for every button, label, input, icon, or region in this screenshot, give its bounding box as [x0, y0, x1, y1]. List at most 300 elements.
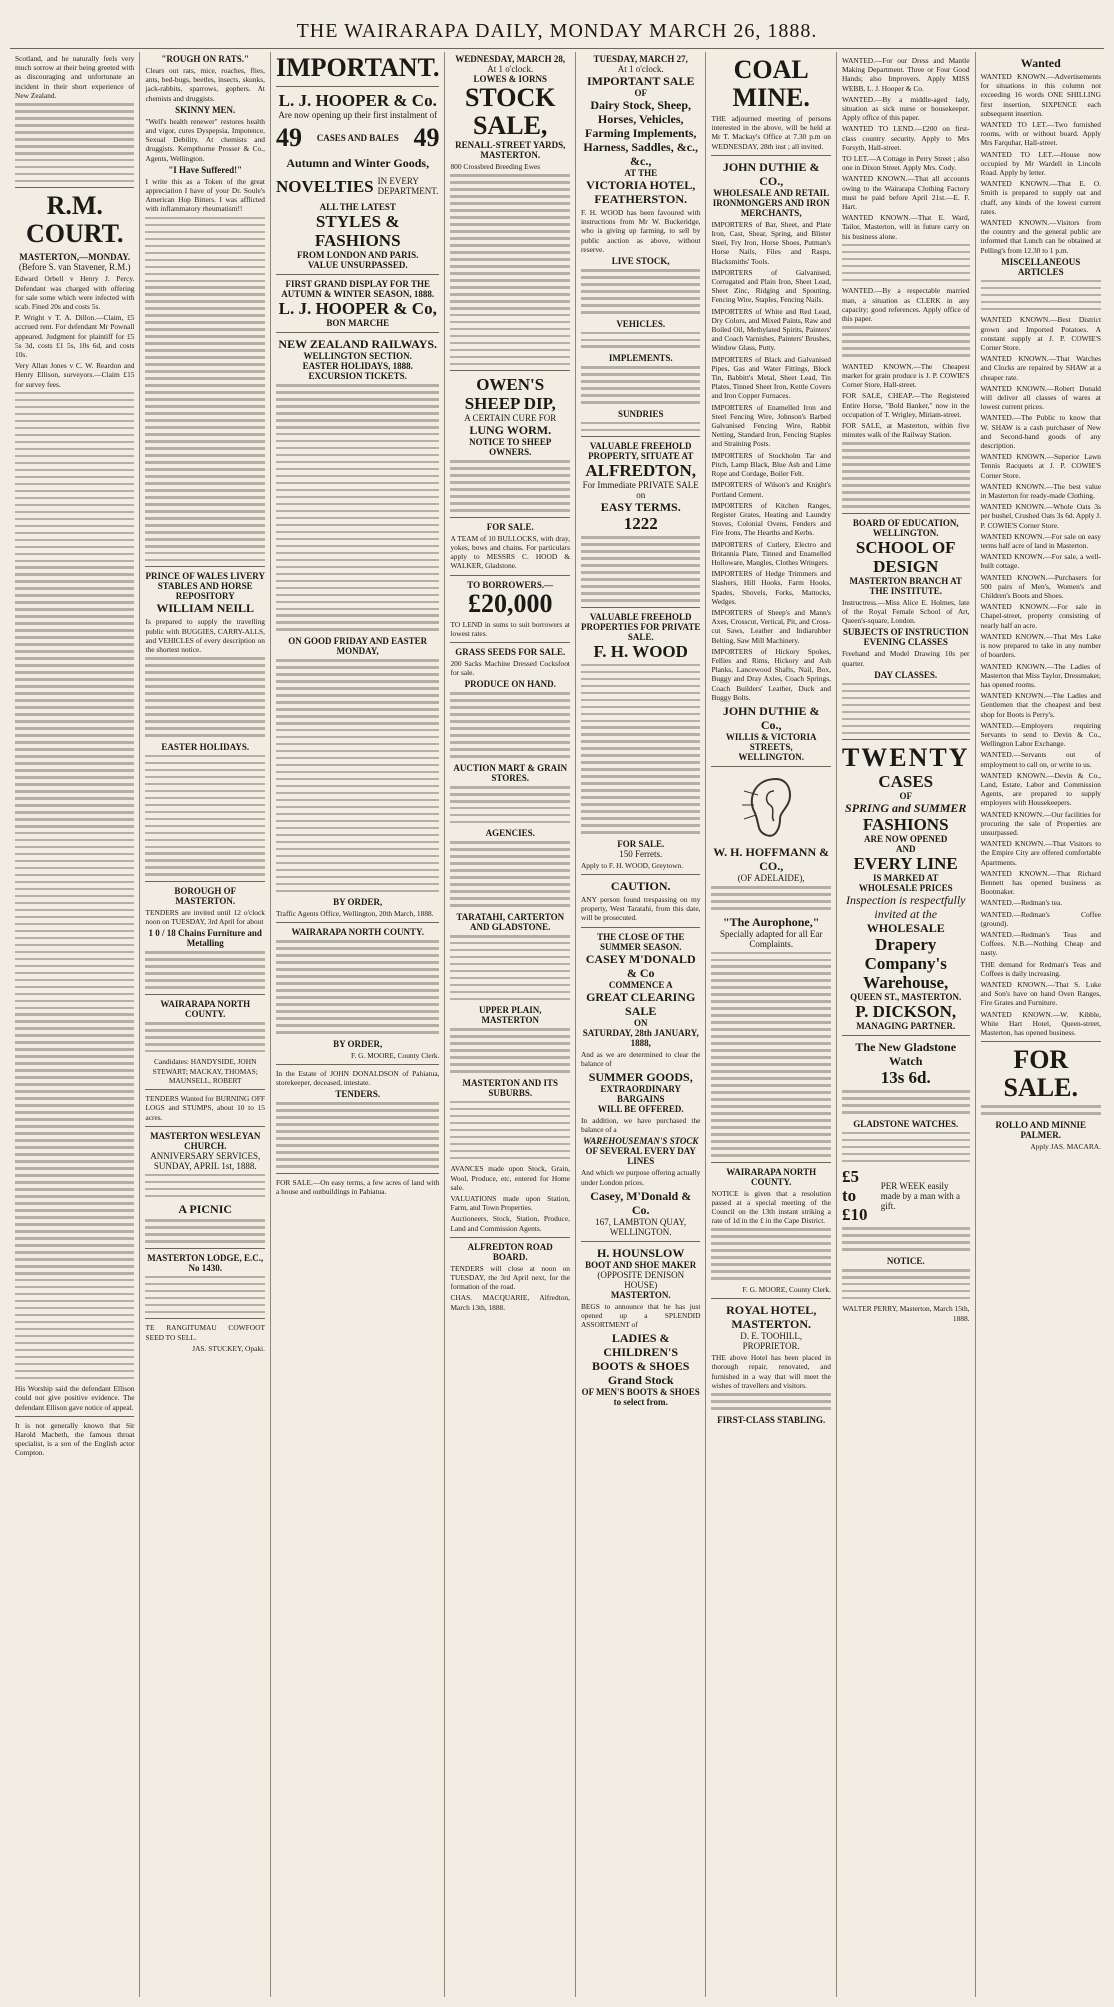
to-let-cottage: TO LET.—A Cottage in Perry Street ; also one in Dixon Street. Apply Mrs. Cody. — [841, 154, 970, 173]
stock-sale-agents: LOWES & IORNS — [473, 74, 547, 84]
for-sale-heading: FOR SALE. — [1003, 1045, 1078, 1103]
wanted-clerk: WANTED.—By a respectable married man, a situation as CLERK in any capacity; good references. Apply office of this paper. — [841, 286, 970, 323]
text-block — [276, 384, 440, 631]
wanted-24: WANTED KNOWN.—That Visitors to the Empire City are offered comfortable Apartments. — [980, 839, 1101, 867]
dairy-stock: Dairy Stock, Sheep, Horses, Vehicles, Farming Implements, Harness, Saddles, &c., &c., — [583, 98, 699, 168]
wanted-29: THE demand for Redman's Teas and Coffees is daily increasing. — [980, 959, 1101, 978]
wanted-13: WANTED KNOWN.—For sale on easy terms half acre of land in Masterton. — [980, 531, 1101, 551]
suburbs-heading: MASTERTON AND ITS SUBURBS. — [462, 1077, 558, 1098]
text-block — [145, 657, 264, 736]
text-block — [450, 786, 569, 824]
tenders-heading: TENDERS. — [335, 1089, 381, 1100]
of-label-2: OF — [899, 791, 912, 802]
cases-row — [276, 124, 440, 152]
toohill: D. E. TOOHILL, PROPRIETOR. — [740, 1331, 803, 1352]
autumn-winter: Autumn and Winter Goods, — [286, 156, 430, 170]
seed-advert: TE RANGITUMAU COWFOOT SEED TO SELL. — [145, 1323, 265, 1342]
wanted-22: WANTED KNOWN.—Devin & Co., Land, Estate, Labor and Commission Agents, are prepared to supply employers with Housekeepers. — [980, 770, 1101, 808]
rm-court-before: (Before S. van Stavener, R.M.) — [18, 262, 131, 273]
pound-range: £5 to £10 — [841, 1167, 868, 1225]
value-unsurpassed: VALUE UNSURPASSED. — [307, 260, 408, 270]
borough-tenders: TENDERS are invited until 12 o'clock noon on TUESDAY, 3rd April for about — [145, 908, 265, 927]
borrow-amount: £20,000 — [467, 588, 553, 618]
masthead-title: THE WAIRARAPA DAILY, MONDAY MARCH 26, 1888. — [296, 19, 818, 42]
wanted-30: WANTED KNOWN.—That S. Luke and Son's have on hand Oven Ranges, Fire Grates and Furniture. — [980, 980, 1101, 1008]
hounslow: H. HOUNSLOW — [597, 1245, 685, 1260]
wanted-31: WANTED KNOWN.—W. Kibble, White Hart Hotel, Queen-street, Masterton, has opened business. — [980, 1009, 1101, 1038]
freehand: Freehand and Model Drawing 10s per quarter. — [841, 649, 970, 668]
novelties-sub: IN EVERY DEPARTMENT. — [377, 176, 439, 196]
fh-wood: F. H. WOOD — [593, 641, 688, 661]
auctioneers-text: Auctioneers, Stock, Station, Produce, Land and Commission Agents. — [450, 1214, 570, 1233]
wanted-2: WANTED TO LET.—Two furnished rooms, with or without board. Apply Mrs Farquhar, Hall-street. — [980, 120, 1101, 148]
text-block — [842, 1090, 970, 1114]
livery-stables-heading: PRINCE OF WALES LIVERY STABLES AND HORSE REPOSITORY — [145, 571, 265, 602]
borrowers-heading: TO BORROWERS.— — [467, 579, 554, 590]
wholesale-prices: WHOLESALE PRICES — [858, 883, 953, 894]
royal-text: THE above Hotel has been placed in thorough repair, renovated, and furnished in a way that will meet the wishes of travellers and visitors. — [711, 1353, 831, 1390]
watch-price: 13s 6d. — [880, 1068, 931, 1088]
rm-court-sub: MASTERTON,—MONDAY. — [19, 252, 131, 263]
importers-12: IMPORTERS of Hickory Spokes, Fellies and Rims, Hickory and Ash Planks, Lancewood Shafts, Nail, Box, Buggy and Dray Axles, Coach Springs, Coach Builders' Leather, Duck and Buggy Bolts. — [711, 646, 831, 702]
important-sale: IMPORTANT SALE — [586, 74, 695, 88]
gossip-note: It is not generally known that Sir Harold Macbeth, the famous throat specialist, is a son of the English actor Compton. — [15, 1420, 135, 1458]
wanted-26: WANTED.—Redman's tea. — [980, 898, 1063, 908]
at-the: AT THE — [624, 168, 658, 178]
wanted-7: WANTED KNOWN.—That Watches and Clocks are repaired by SHAW at a cheaper rate. — [980, 354, 1101, 382]
county-heading-2: WAIRARAPA NORTH COUNTY. — [726, 1166, 817, 1187]
county-clerk: F. G. MOORE, County Clerk. — [350, 1050, 440, 1060]
accounts-notice: WANTED KNOWN.—That all accounts owing to the Wairarapa Clothing Factory must be paid before April 21st.—E. F. Hart. — [841, 174, 970, 212]
alfredton-clerk: CHAS. MACQUARIE, Alfredton, March 13th, 1888. — [450, 1293, 570, 1312]
misc-articles: MISCELLANEOUS ARTICLES — [1001, 256, 1081, 277]
county-candidates: Candidates: HANDYSIDE, JOHN STEWART; MACKAY, THOMAS; MAUNSELL, ROBERT — [152, 1057, 258, 1085]
wanted-6: WANTED KNOWN.—Best District grown and Imported Potatoes. A constant supply at J. P. COWIE'S Corner Store. — [980, 315, 1101, 352]
caution-text: ANY person found trespassing on my property, West Taratahi, from this date, will be prosecuted. — [580, 895, 701, 923]
coal-mine-heading: COAL MINE. — [732, 55, 810, 112]
skinny-men-heading: SKINNY MEN. — [175, 104, 236, 115]
wanted-lend: WANTED TO LEND.—£200 on first-class country security. Apply to Mrs Forsyth, Hall-street. — [841, 124, 970, 152]
alfredton-board: ALFREDTON ROAD BOARD. — [467, 1241, 553, 1262]
court-case-1: Edward Orbell v Henry J. Percy. Defendant was charged with offering for sale some which were infected with scab. Fined 20s and costs 5s. — [15, 274, 135, 312]
wanted-heading: Wanted — [1020, 56, 1061, 70]
wanted-20: WANTED.—Employers requiring Servants to send to Devin & Co., Wellington Labor Exchange. — [980, 720, 1101, 749]
wanted-nurse: WANTED.—By a middle-aged lady, situation as sick nurse or housekeeper. Apply office of this paper. — [841, 94, 970, 123]
clearing-sale: GREAT CLEARING SALE — [586, 989, 696, 1018]
column-2 — [140, 52, 270, 1997]
importers-6: IMPORTERS of Stockholm Tar and Pitch, Lamp Black, Blue Ash and Lime Rope and Cordage, Boiler Felt. — [711, 450, 831, 479]
hoffmann-heading: W. H. HOFFMANN & CO., — [713, 844, 830, 873]
grass-seeds-heading: GRASS SEEDS FOR SALE. — [455, 647, 566, 658]
commence: COMMENCE A — [608, 979, 673, 990]
furniture-metalling: 1 0 / 18 Chains Furniture and Metalling — [148, 928, 262, 949]
upper-plain-heading: UPPER PLAIN, MASTERTON — [478, 1005, 542, 1026]
ferrets-apply: Apply to F. H. WOOD, Greytown. — [580, 860, 684, 870]
owen-sub: A CERTAIN CURE FOR — [464, 413, 557, 424]
per-week-row — [842, 1167, 970, 1224]
valuable-property: VALUABLE FREEHOLD PROPERTY, SITUATE AT — [588, 441, 694, 462]
wanted-16: WANTED KNOWN.—For sale in Chapel-street, property consisting of nearly half an acre. — [980, 602, 1101, 630]
auction-mart: AUCTION MART & GRAIN STORES. — [453, 762, 568, 783]
rough-on-rats-text: Clears out rats, mice, roaches, flies, ants, bed-bugs, beetles, insects, skunks, jack-rabbits, sparrows, gophers. At chemists and druggists. — [145, 66, 265, 103]
anniversary-services: ANNIVERSARY SERVICES, SUNDAY, APRIL 1st, 1888. — [150, 1150, 261, 1171]
cases: CASES — [878, 772, 934, 792]
text-block — [842, 326, 970, 357]
summer-goods: SUMMER GOODS, — [588, 1070, 693, 1085]
drapery-company: Drapery Company's Warehouse, — [863, 935, 949, 993]
sale-saturday: SATURDAY, 28th JANUARY, 1888, — [582, 1027, 699, 1048]
ladies-children: LADIES & CHILDREN'S — [603, 1331, 679, 1360]
rough-on-rats-heading: "ROUGH ON RATS." — [161, 54, 250, 64]
text-block — [145, 1219, 264, 1243]
acres-figure: 1222 — [623, 514, 658, 534]
warehouse-stock: WAREHOUSEMAN'S STOCK — [582, 1136, 699, 1147]
forsale-horse: FOR SALE, CHEAP.—The Registered Entire Horse, "Bold Banker," now in the occupation of T. Wrigley, Miriam-street. — [841, 391, 970, 419]
railways-easter: EASTER HOLIDAYS, 1888. — [302, 361, 413, 371]
summer-season: THE CLOSE OF THE SUMMER SEASON. — [597, 931, 685, 952]
text-block — [981, 280, 1101, 311]
county-heading: WAIRARAPA NORTH COUNTY. — [160, 998, 251, 1019]
hooper-name: L. J. HOOPER & Co. — [278, 91, 437, 110]
text-block — [450, 1028, 569, 1073]
rollo-palmer: ROLLO AND MINNIE PALMER. — [995, 1119, 1087, 1140]
cheapest-market: WANTED KNOWN.—The Cheapest market for grain produce is J. P. COWIE'S Corner Store, Hall-street. — [841, 361, 970, 390]
owen-lung: LUNG WORM. — [469, 423, 552, 438]
hounslow-masterton: MASTERTON. — [610, 1289, 671, 1300]
text-block — [711, 1228, 830, 1279]
column-7 — [837, 52, 976, 1997]
victoria-hotel: VICTORIA HOTEL, FEATHERSTON. — [586, 178, 696, 206]
novelties-row — [276, 176, 440, 196]
stock-item-ewes: 800 Crossbred Breeding Ewes — [450, 162, 541, 171]
column-3 — [271, 52, 446, 1997]
excursion-tickets: EXCURSION TICKETS. — [308, 371, 407, 381]
bootmaker: BOOT AND SHOE MAKER — [585, 1259, 697, 1270]
text-block — [842, 244, 970, 282]
text-block — [450, 935, 569, 1000]
columns — [10, 52, 1106, 1997]
freehold-properties: VALUABLE FREEHOLD PROPERTIES FOR PRIVATE SALE. — [581, 611, 701, 642]
latest-label: ALL THE LATEST — [319, 202, 396, 212]
spring-summer: SPRING and SUMMER — [845, 801, 967, 816]
text-block — [450, 460, 569, 511]
wanted-10: WANTED KNOWN.—Superior Lawn Tennis Racquets at J. P. COWIE'S Corner Store. — [980, 452, 1101, 480]
first-class-stabling: FIRST-CLASS STABLING. — [717, 1414, 826, 1425]
evening-classes: EVENING CLASSES — [863, 637, 948, 648]
livery-stables-text: Is prepared to supply the travelling public with BUGGIES, CARRY-ALLS, and VEHICLES of every description on the shortest notice. — [145, 617, 265, 655]
private-sale: For Immediate PRIVATE SALE on — [582, 480, 699, 501]
text-block — [711, 886, 830, 910]
sale-time: At 1 o'clock. — [617, 64, 664, 74]
court-ellison: His Worship said the defendant Ellison could not give positive evidence. The defendant Ellison gave notice of appeal. — [15, 1384, 135, 1412]
lambton-quay: 167, LAMBTON QUAY, WELLINGTON. — [595, 1216, 687, 1237]
tailor-notice: WANTED KNOWN.—That E. Ward, Tailor, Masterton, will in future carry on his business alone. — [841, 213, 970, 241]
of-label: OF — [634, 88, 647, 98]
inspection: Inspection is respectfully invited at the — [845, 893, 966, 922]
notice-heading: NOTICE. — [886, 1255, 925, 1266]
importers-1: IMPORTERS of Bar, Sheet, and Plate Iron, Cast, Shear, Spring, and Blister Steel, Fry Iron, Horse Shoes, Putman's Horse Nails, Files and Rasps, Blacksmiths' Tools. — [711, 219, 831, 266]
coal-mine-text: THE adjourned meeting of persons interested in the above, will be held at Mr T. Mackay's Office at 7.30 p.m on WEDNESDAY, 28th inst ; all invited. — [711, 114, 831, 151]
text-block — [276, 1102, 440, 1167]
column-5 — [576, 52, 706, 1997]
boots-shoes: BOOTS & SHOES — [592, 1359, 690, 1374]
by-order-2: BY ORDER, — [333, 1038, 383, 1049]
wanted-17: WANTED KNOWN.—That Mrs Lake is now prepared to take in any number of boarders. — [980, 631, 1101, 660]
grand-display: FIRST GRAND DISPLAY FOR THE AUTUMN & WINTER SEASON, 1888. — [281, 279, 435, 299]
agencies-heading: AGENCIES. — [485, 828, 535, 839]
column-8 — [976, 52, 1106, 1997]
text-block — [842, 683, 970, 734]
marked-at: IS MARKED AT — [873, 873, 939, 884]
hooper-name-2: L. J. HOOPER & Co, — [278, 299, 437, 318]
masthead — [10, 14, 1104, 49]
cases-label: CASES AND BALES — [316, 133, 399, 143]
dickson: P. DICKSON, — [855, 1002, 957, 1022]
county-notice: NOTICE is given that a resolution passed at a special meeting of the Council on the 13th instant striking a rate of 1d in the £ in the Cape District. — [711, 1188, 831, 1226]
ear-icon — [736, 771, 806, 841]
casey-heading: CASEY M'DONALD & Co — [585, 951, 696, 980]
column-1 — [10, 52, 140, 1997]
ear-illustration — [711, 771, 830, 841]
bullock-sale-text: A TEAM of 10 BULLOCKS, with dray, yokes, bows and chains. For particulars apply to MESSRS C. HOOD & WALKER, Gladstone. — [450, 533, 570, 571]
vehicles: VEHICLES. — [616, 318, 666, 329]
sundries: SUNDRIES — [617, 408, 664, 419]
text-block — [581, 422, 700, 432]
text-block — [581, 332, 700, 349]
will-be-offered: WILL BE OFFERED. — [597, 1104, 684, 1115]
text-block — [450, 841, 569, 906]
forsale-masterton: FOR SALE, at Masterton, within five minutes walk of the Railway Station. — [841, 420, 970, 440]
wanted-25: WANTED KNOWN.—That Richard Bennett has opened business as Bootmaker. — [980, 868, 1101, 897]
good-friday: ON GOOD FRIDAY AND EASTER MONDAY, — [288, 636, 428, 657]
text-block — [276, 940, 440, 1033]
text-block — [145, 755, 264, 876]
valuations-text: VALUATIONS made upon Station, Farm, and Town Properties. — [450, 1193, 570, 1213]
ferrets-heading: FOR SALE. — [617, 838, 665, 849]
importers-2: IMPORTERS of Galvanised, Corrugated and Plain Iron, Sheet Lead, Sheet Zinc, Ridging and Spouting, Fencing Wire, Staples, Fencing Nails. — [711, 267, 831, 305]
text-block — [981, 1105, 1101, 1115]
per-week: PER WEEK easily made by a man with a gift. — [880, 1180, 960, 1211]
text-block — [145, 1174, 264, 1198]
cases-count-left: 49 — [275, 123, 302, 152]
lodge-heading: MASTERTON LODGE, E.C., No 1430. — [147, 1252, 264, 1273]
on-label: ON — [633, 1017, 648, 1028]
text-block — [450, 174, 569, 365]
stock-sale-time: At 1 o'clock. — [487, 64, 534, 74]
important-heading: IMPORTANT. — [275, 53, 440, 82]
text-block — [15, 392, 134, 1379]
hoffmann-sub: (OF ADELAIDE), — [737, 872, 805, 883]
picnic-heading: A PICNIC — [178, 1202, 233, 1217]
suffered-heading: "I Have Suffered!" — [168, 164, 243, 175]
queen-st: QUEEN ST., MASTERTON. — [850, 992, 962, 1003]
court-case-3: Very Allan Jones v C. W. Reardon and Henry Ellison, surveyors.—Claim £15 for survey fees. — [15, 361, 135, 389]
styles-fashions: STYLES & FASHIONS — [314, 212, 401, 250]
text-block — [276, 659, 440, 892]
text-block — [145, 951, 264, 989]
court-case-2: P. Wright v T. A. Dillon.—Claim, £5 accrued rent. For defendant Mr Pownall appeared. Judgment for plaintiff for £5 5s 3d, costs £1 5s, 10s 6d, and costs 10s. — [15, 313, 135, 360]
produce-heading: PRODUCE ON HAND. — [464, 679, 556, 690]
easter-holidays-heading: EASTER HOLIDAYS. — [161, 741, 250, 752]
macara: Apply JAS. MACARA. — [1030, 1141, 1101, 1151]
text-block — [581, 269, 700, 314]
royal-hotel: ROYAL HOTEL, MASTERTON. — [726, 1303, 817, 1332]
walter-perry: WALTER PERRY, Masterton, March 15th, 1888. — [842, 1304, 970, 1323]
duthie-heading-2: JOHN DUTHIE & Co., — [722, 703, 820, 732]
wanted-15: WANTED KNOWN.—Purchasers for 500 pairs of Men's, Women's and Children's Boots and Shoes. — [980, 572, 1101, 601]
column-4 — [445, 52, 575, 1997]
estate-notice: In the Estate of JOHN DONALDSON of Pahiatua, storekeeper, deceased, intestate. — [275, 1068, 440, 1088]
by-order: BY ORDER, — [333, 897, 383, 908]
subjects: SUBJECTS OF INSTRUCTION — [842, 627, 969, 638]
owen-heading: OWEN'S SHEEP DIP, — [464, 375, 556, 414]
managing-partner: MANAGING PARTNER. — [856, 1021, 956, 1032]
grand-stock: Grand Stock — [607, 1373, 674, 1388]
now-opened: ARE NOW OPENED — [864, 834, 948, 845]
wanted-8: WANTED KNOWN.—Robert Donald will deliver all classes of wares at lowest current prices. — [980, 383, 1101, 412]
masterton-branch: MASTERTON BRANCH AT THE INSTITUTE. — [849, 575, 962, 596]
text-block — [145, 1276, 264, 1314]
north-county: WAIRARAPA NORTH COUNTY. — [291, 927, 424, 938]
importers-3: IMPORTERS of White and Red Lead, Dry Colors, and Mixed Paints, Raw and Boiled Oil, Methylated Spirits, Painters' and Coach Varnishes, Painters' Brushes, Window Glass, Putty. — [711, 306, 831, 353]
board-education: BOARD OF EDUCATION, WELLINGTON. — [852, 517, 959, 538]
column-6 — [706, 52, 836, 1997]
text-block — [450, 692, 569, 757]
importers-7: IMPORTERS of Wilson's and Knight's Portland Cement. — [711, 480, 831, 499]
sale-date: TUESDAY, MARCH 27, — [593, 54, 688, 64]
wholesale-2: WHOLESALE — [866, 921, 945, 936]
text-block — [145, 1022, 264, 1053]
text-block — [450, 1101, 569, 1159]
wanted-11: WANTED KNOWN.—The best value in Masterton for ready-made Clothing. — [980, 481, 1101, 501]
caution-heading: CAUTION. — [610, 879, 671, 894]
taratahi-heading: TARATAHI, CARTERTON AND GLADSTONE. — [456, 911, 565, 932]
text-block — [581, 664, 700, 834]
bargains: EXTRAORDINARY BARGAINS — [600, 1084, 682, 1105]
wanted-dressmakers: WANTED.—For our Dress and Mantle Making Department. Three or Four Good Hands; also Improvers. Apply MISS WEBB, L. J. Hooper & Co. — [841, 56, 970, 93]
wesleyan-church: MASTERTON WESLEYAN CHURCH. — [150, 1130, 261, 1151]
traffic-office: Traffic Agents Office, Wellington, 20th March, 1888. — [275, 909, 434, 919]
importers-4: IMPORTERS of Black and Galvanised Pipes, Gas and Water Fittings, Block Tin, Babbitt's Metal, Sheet Lead, Tin Plates, Tinned Sheet Iron, Kettle Covers and Iron Copper Furnaces. — [711, 354, 831, 401]
wanted-5: WANTED KNOWN.—Visitors from the country and the general public are informed that Lunch can be obtained at Pelling's from 12.30 to 1 p.m. — [980, 218, 1101, 255]
importers-8: IMPORTERS of Kitchen Ranges, Register Grates, Heating and Laundry Stoves, Colonial Ovens, Fenders and Fire Irons, The Hearths and Kerbs. — [711, 500, 831, 538]
county-clerk-2: F. G. MOORE, County Clerk. — [742, 1284, 831, 1294]
rm-court-heading: R.M. COURT. — [25, 191, 124, 249]
day-classes: DAY CLASSES. — [874, 669, 938, 680]
twenty: TWENTY — [841, 743, 970, 773]
wanted-18: WANTED KNOWN.—The Ladies of Masterton that Miss Taylor, Dressmaker, has opened rooms. — [980, 661, 1101, 689]
stock-sale-heading: STOCK SALE, — [464, 83, 556, 140]
text-block — [711, 952, 830, 1157]
bullock-sale-heading: FOR SALE. — [486, 521, 534, 532]
railways-section: WELLINGTON SECTION. — [303, 351, 412, 361]
wanted-9: WANTED.—The Public to know that W. SHAW is a cash purchaser of New and Second-hand goods of any description. — [980, 413, 1101, 451]
forsale-text: FOR SALE.—On easy terms, a few acres of land with a house and outbuildings in Pahiatua. — [275, 1177, 440, 1196]
text-block — [581, 366, 700, 404]
bon-marche: BON MARCHE — [326, 318, 390, 328]
everyday-lines: OF SEVERAL EVERY DAY LINES — [585, 1146, 696, 1167]
live-stock: LIVE STOCK, — [611, 256, 670, 267]
implements: IMPLEMENTS. — [608, 353, 673, 364]
text-block — [581, 536, 700, 601]
gladstone-watch: The New Gladstone Watch — [855, 1040, 957, 1069]
wanted-28: WANTED.—Redman's Teas and Coffees. N.B.—Nothing Cheap and nasty. — [980, 929, 1101, 958]
railways-heading: NEW ZEALAND RAILWAYS. — [278, 337, 438, 351]
duthie-streets: WILLIS & VICTORIA STREETS, — [725, 731, 817, 752]
text-block — [145, 217, 264, 562]
wanted-23: WANTED KNOWN.—Our facilities for procuring the sale of Properties are unsurpassed. — [980, 809, 1101, 837]
text-block — [842, 442, 970, 507]
wanted-3: WANTED TO LET.—House now occupied by Mr Wardell in Lincoln Road. Apply by letter. — [980, 149, 1101, 178]
from-london: FROM LONDON AND PARIS. — [297, 250, 419, 260]
duthie-heading: JOHN DUTHIE & CO., — [722, 159, 820, 188]
alfredton-tenders: TENDERS will close at noon on TUESDAY, the 3rd April next, for the formation of the road. — [450, 1263, 570, 1292]
stock-sale-date: WEDNESDAY, MARCH 28, — [455, 54, 566, 64]
and-label: AND — [895, 844, 916, 855]
col1-intro-text: Scotland, and he naturally feels very much sorrow at their being greeted with as discouraging and unfortunate an incident in their short experience of New Zealand. — [15, 54, 135, 100]
text-block — [842, 1269, 970, 1300]
novelties: NOVELTIES — [275, 176, 374, 196]
text-block — [15, 103, 134, 182]
skinny-men-text: "Well's health renewer" restores health and vigor, cures Dyspepsia, Impotence, Sexual Debility. At chemists and druggists. Kempthorne Prosser & Co., Agents, Wellington. — [145, 116, 265, 163]
text-block — [711, 1393, 830, 1410]
text-block — [842, 1132, 970, 1163]
wanted-19: WANTED KNOWN.—The Ladies and Gentlemen that the cheapest and best shop for Boots is Perry's. — [980, 691, 1101, 719]
instructress: Instructress.—Miss Alice E. Holmes, late of the Royal Female School of Art, Queen's-square, London. — [841, 597, 970, 626]
seed-advert-sign: JAS. STUCKEY, Opaki. — [192, 1343, 265, 1353]
wanted-1: WANTED KNOWN.—Advertisements for situations in this column not exceeding 16 words ONE SHILLING first insertion, SIXPENCE each subsequent insertion. — [980, 72, 1101, 118]
duthie-wellington: WELLINGTON. — [738, 751, 804, 762]
london-prices: And which we purpose offering actually under London prices. — [580, 1168, 701, 1187]
easy-terms: EASY TERMS. — [600, 500, 681, 515]
school-design: SCHOOL OF DESIGN — [855, 537, 956, 576]
hooper-opening: Are now opening up their first instalment of — [278, 110, 438, 120]
ferrets-count: 150 Ferrets. — [619, 848, 663, 859]
hop-bitters-text: I write this as a Token of the great appreciation I have of your Dr. Soule's American Hop Bitters. I was afflicted with inflammatory rheumatism!! — [145, 176, 265, 214]
assortment-text: BEGS to announce that he has just opened up a SPLENDID ASSORTMENT of — [580, 1301, 701, 1330]
aurophone: "The Aurophone," — [722, 914, 820, 929]
importers-9: IMPORTERS of Cutlery, Electro and Britannia Plate, Tinned and Enamelled Holloware, Mangles, Clothes Wringers. — [711, 539, 831, 567]
wanted-4: WANTED KNOWN.—That E. O. Smith is prepared to supply oat and chaff, any kinds of the lowest current rates. — [980, 179, 1101, 216]
wanted-14: WANTED KNOWN.—For sale, a well-built cottage. — [980, 552, 1101, 571]
balance-text: In addition, we have purchased the balance of a — [580, 1116, 701, 1135]
specially-adapted: Specially adapted for all Ear Complaints. — [719, 928, 823, 949]
advances-text: AVANCES made upon Stock, Grain, Wool, Produce, etc, entered for Home sale. — [450, 1164, 570, 1192]
owen-notice: NOTICE TO SHEEP OWNERS. — [469, 437, 552, 458]
opposite: (OPPOSITE DENISON HOUSE) — [597, 1269, 685, 1290]
duthie-sub: WHOLESALE AND RETAIL IRONMONGERS AND IRON MERCHANTS, — [712, 187, 830, 218]
borough-heading: BOROUGH OF MASTERTON. — [174, 886, 237, 907]
text-block — [842, 1227, 970, 1251]
importers-11: IMPORTERS of Sheep's and Mann's Axes, Crosscut, Vertical, Pit, and Cross-cut Saws, Leather and Indiarubber Belting, Saw Mill Machinery. — [711, 607, 831, 645]
wanted-12: WANTED KNOWN.—Whole Oats 3s per bushel, Crushed Oats 3s 6d. Apply J. P. COWIE'S Corner Store. — [980, 502, 1101, 530]
alfredton: ALFREDTON, — [585, 461, 697, 481]
grass-seeds-text: 200 Sacks Machine Dressed Cocksfoot for sale. — [450, 659, 570, 678]
borrow-text: TO LEND in sums to suit borrowers at lowest rates. — [450, 619, 570, 638]
fashions: FASHIONS — [862, 815, 949, 835]
importers-5: IMPORTERS of Enamelled Iron and Steel Fencing Wire, Johnson's Barbed Galvanised Fencing Wire, Rabbit Netting, Standard Iron, Fencing Staples and Straining Posts. — [711, 402, 831, 449]
stock-sale-yards: RENALL-STREET YARDS, MASTERTON. — [455, 140, 566, 160]
mens-boots: OF MEN'S BOOTS & SHOES to select from. — [581, 1387, 700, 1408]
continue-text: And as we are determined to clear the balance of — [580, 1049, 701, 1068]
wood-instructions: F. H. WOOD has been favoured with instructions from Mr W. Buckeridge, who is giving up farming, to sell by public auction as above, without reserve. — [580, 208, 701, 254]
cases-count-right: 49 — [413, 123, 440, 152]
burning-tenders: TENDERS Wanted for BURNING OFF LOGS and STUMPS, about 10 to 15 acres. — [145, 1094, 265, 1122]
every-line: EVERY LINE — [853, 854, 958, 874]
wanted-21: WANTED.—Servants out of employment to call on, or write to us. — [980, 750, 1101, 769]
wanted-27: WANTED.—Redman's Coffee (ground). — [980, 909, 1101, 928]
casey-full: Casey, M'Donald & Co. — [590, 1188, 692, 1217]
